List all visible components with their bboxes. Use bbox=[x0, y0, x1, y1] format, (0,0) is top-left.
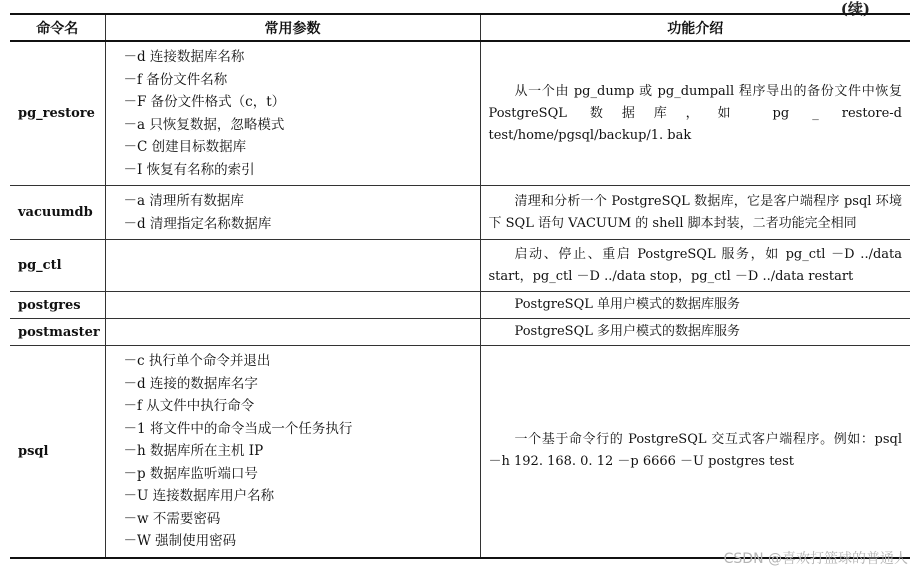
param-item: －F 备份文件格式（c，t） bbox=[123, 94, 286, 110]
param-item: －a 清理所有数据库 bbox=[123, 193, 244, 209]
command-description: PostgreSQL 多用户模式的数据库服务 bbox=[480, 319, 910, 346]
table-header-row bbox=[10, 14, 910, 41]
watermark: CSDN @喜欢打篮球的普通人 bbox=[723, 551, 908, 567]
param-item: －f 从文件中执行命令 bbox=[123, 398, 255, 414]
command-table bbox=[10, 13, 910, 559]
param-list bbox=[105, 292, 480, 319]
param-item: －f 备份文件名称 bbox=[123, 71, 228, 88]
param-item: －p 数据库监听端口号 bbox=[123, 465, 258, 482]
command-name: vacuumdb bbox=[10, 186, 105, 240]
command-description: 启动、停止、重启 PostgreSQL 服务，如 pg_ctl －D ../data start，pg_ctl －D ../data stop，pg_ctl －D ../data restart bbox=[480, 240, 910, 292]
param-list bbox=[105, 319, 480, 346]
header-command-name: 命令名 bbox=[10, 14, 105, 41]
header-params: 常用参数 bbox=[105, 14, 480, 41]
param-item: －1 将文件中的命令当成一个任务执行 bbox=[123, 420, 353, 437]
command-description: 清理和分析一个 PostgreSQL 数据库，它是客户端程序 psql 环境下 SQL 语句 VACUUM 的 shell 脚本封装，二者功能完全相同 bbox=[480, 186, 910, 240]
table-row bbox=[10, 240, 910, 292]
command-name: postmaster bbox=[10, 319, 105, 346]
continued-label: (续) bbox=[840, 0, 870, 18]
param-item: －c 执行单个命令并退出 bbox=[123, 353, 271, 369]
command-name: postgres bbox=[10, 292, 105, 319]
param-list bbox=[105, 186, 480, 240]
param-item: －h 数据库所在主机 IP bbox=[123, 443, 264, 459]
param-item: －U 连接数据库用户名称 bbox=[123, 488, 275, 504]
param-item: －w 不需要密码 bbox=[123, 510, 221, 527]
param-item: －d 连接的数据库名字 bbox=[123, 375, 258, 392]
param-item: －d 连接数据库名称 bbox=[123, 49, 245, 65]
param-list bbox=[105, 346, 480, 558]
param-item: －W 强制使用密码 bbox=[123, 533, 237, 549]
param-item: －d 清理指定名称数据库 bbox=[123, 215, 272, 232]
table-row bbox=[10, 319, 910, 346]
param-item: －I 恢复有名称的索引 bbox=[123, 161, 255, 178]
command-name: pg_ctl bbox=[10, 240, 105, 292]
command-description: 从一个由 pg_dump 或 pg_dumpall 程序导出的备份文件中恢复 PostgreSQL 数据库，如 pg _ restore-d test/home/pgsql/backup/1. bak bbox=[480, 41, 910, 186]
param-list bbox=[105, 240, 480, 292]
table-row bbox=[10, 186, 910, 240]
command-description: 一个基于命令行的 PostgreSQL 交互式客户端程序。例如：psql －h 192. 168. 0. 12 －p 6666 －U postgres test bbox=[480, 346, 910, 558]
command-name: psql bbox=[10, 346, 105, 558]
param-item: －C 创建目标数据库 bbox=[123, 139, 247, 155]
table-row bbox=[10, 41, 910, 186]
table-row bbox=[10, 292, 910, 319]
param-item: －a 只恢复数据，忽略模式 bbox=[123, 116, 285, 133]
header-description: 功能介绍 bbox=[480, 14, 910, 41]
command-name: pg_restore bbox=[10, 41, 105, 186]
param-list bbox=[105, 41, 480, 186]
command-description: PostgreSQL 单用户模式的数据库服务 bbox=[480, 292, 910, 319]
table-row bbox=[10, 346, 910, 558]
